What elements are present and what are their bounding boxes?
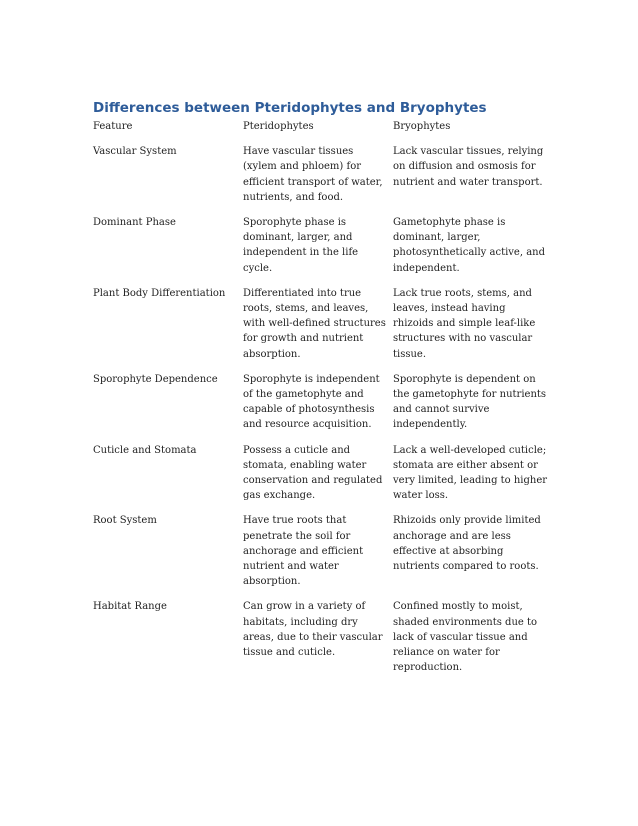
header-feature: Feature <box>93 121 133 132</box>
feature-cell: Vascular System <box>93 146 177 158</box>
bryophytes-cell: Lack vascular tissues, relying on diffusion and osmosis for nutrient and water transport. <box>393 146 544 188</box>
bryophytes-cell: Rhizoids only provide limited anchorage and are less effective at absorbing nutrients compared to roots. <box>393 515 541 573</box>
table-row <box>93 513 553 599</box>
document-title: Differences between Pteridophytes and Bryophytes <box>93 100 487 116</box>
feature-cell: Habitat Range <box>93 601 167 613</box>
pteridophytes-cell: Have true roots that penetrate the soil for anchorage and efficient nutrient and water absorption. <box>243 515 364 588</box>
bryophytes-cell: Lack a well-developed cuticle; stomata are either absent or very limited, leading to higher water loss. <box>393 444 548 502</box>
bryophytes-cell: Confined mostly to moist, shaded environments due to lack of vascular tissue and reliance on water for reproduction. <box>393 601 538 674</box>
pteridophytes-cell: Sporophyte is independent of the gametophyte and capable of photosynthesis and resource acquisition. <box>243 373 380 431</box>
table-row <box>93 372 553 443</box>
table-row <box>93 215 553 286</box>
pteridophytes-cell: Possess a cuticle and stomata, enabling water conservation and regulated gas exchange. <box>243 444 383 502</box>
bryophytes-cell: Lack true roots, stems, and leaves, instead having rhizoids and simple leaf-like structures with no vascular tissue. <box>393 287 536 360</box>
feature-cell: Sporophyte Dependence <box>93 373 218 385</box>
table-row <box>93 144 553 215</box>
table-row <box>93 443 553 514</box>
bryophytes-cell: Sporophyte is dependent on the gametophyte for nutrients and cannot survive independently. <box>393 373 547 431</box>
feature-cell: Plant Body Differentiation <box>93 287 226 299</box>
feature-cell: Cuticle and Stomata <box>93 444 197 456</box>
pteridophytes-cell: Have vascular tissues (xylem and phloem) for efficient transport of water, nutrients, and food. <box>243 146 383 203</box>
document-page <box>93 98 553 686</box>
header-bryophytes: Bryophytes <box>393 121 451 132</box>
feature-cell: Dominant Phase <box>93 217 176 229</box>
table-row <box>93 286 553 372</box>
pteridophytes-cell: Differentiated into true roots, stems, and leaves, with well-defined structures for growth and nutrient absorption. <box>243 287 386 360</box>
pteridophytes-cell: Can grow in a variety of habitats, including dry areas, due to their vascular tissue and cuticle. <box>243 601 383 659</box>
feature-cell: Root System <box>93 515 157 527</box>
pteridophytes-cell: Sporophyte phase is dominant, larger, and independent in the life cycle. <box>243 217 359 274</box>
comparison-table <box>93 119 553 686</box>
table-row <box>93 599 553 685</box>
table-header-row <box>93 119 553 144</box>
bryophytes-cell: Gametophyte phase is dominant, larger, photosynthetically active, and independent. <box>393 217 546 274</box>
header-pteridophytes: Pteridophytes <box>243 121 314 132</box>
